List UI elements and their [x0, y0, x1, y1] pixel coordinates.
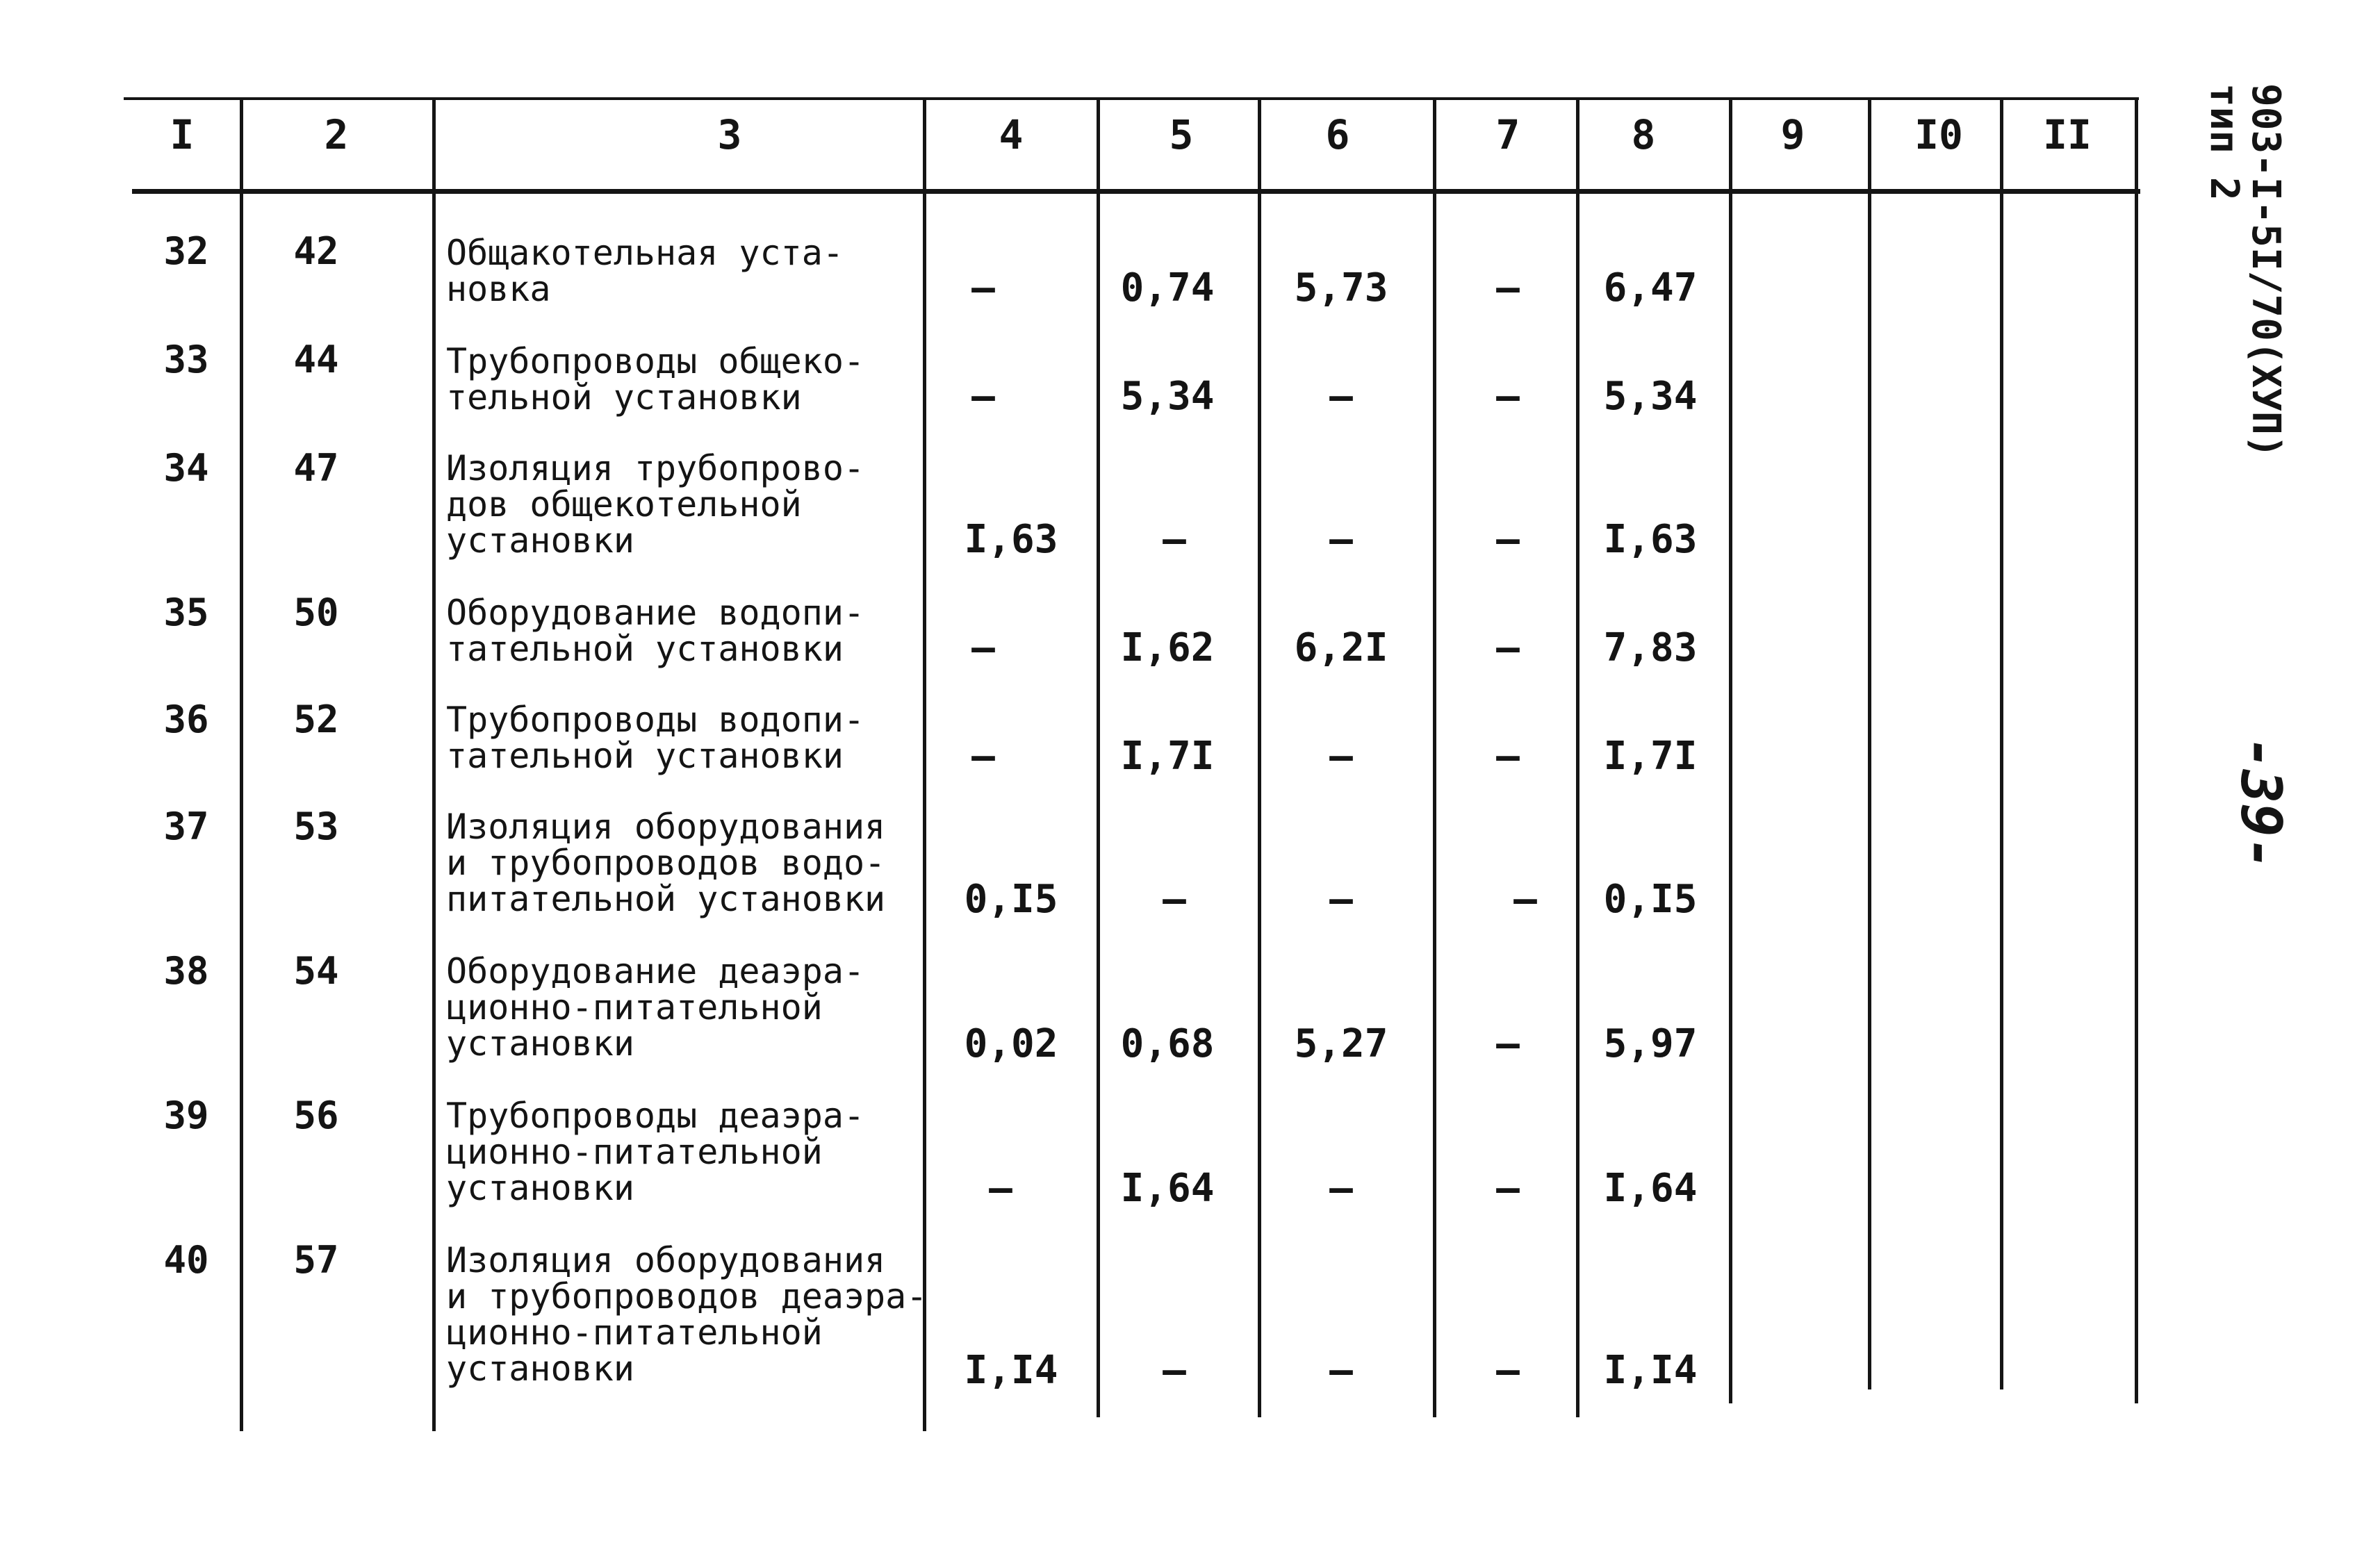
row-description: Трубопроводы водопи- тательной установки	[446, 700, 865, 776]
row-value-col6: 5,27	[1294, 1021, 1388, 1066]
row-value-col7: –	[1513, 877, 1537, 922]
row-value-col6: –	[1329, 734, 1353, 779]
row-value-col4: –	[971, 734, 995, 779]
column-divider	[240, 97, 243, 1431]
row-number: 40	[163, 1238, 209, 1282]
column-divider	[1729, 97, 1732, 1403]
row-value-col7: –	[1496, 265, 1520, 311]
row-code: 57	[293, 1238, 339, 1282]
row-number: 37	[163, 805, 209, 848]
row-value-col7: –	[1496, 1166, 1520, 1211]
row-value-col6: 6,2I	[1294, 625, 1388, 670]
row-value-col4: –	[989, 1166, 1012, 1211]
row-value-col5: –	[1163, 877, 1186, 922]
row-value-col6: –	[1329, 1348, 1353, 1393]
row-value-col7: –	[1496, 625, 1520, 670]
row-value-col4: 0,02	[964, 1021, 1058, 1066]
row-value-col6: –	[1329, 1166, 1353, 1211]
table-top-rule	[124, 97, 2139, 100]
row-value-col8: I,7I	[1603, 734, 1698, 779]
column-header-9: 9	[1780, 111, 1805, 158]
row-description: Изоляция оборудования и трубопроводов деаэра- ционно-питательной установки	[446, 1240, 928, 1389]
row-description: Общакотельная уста- новка	[446, 233, 844, 309]
column-header-5: 5	[1169, 111, 1194, 158]
column-header-11: II	[2043, 111, 2092, 158]
row-code: 44	[293, 338, 339, 381]
row-code: 47	[293, 446, 339, 490]
column-divider	[432, 97, 436, 1431]
row-code: 56	[293, 1094, 339, 1137]
row-value-col5: 0,68	[1120, 1021, 1215, 1066]
column-header-8: 8	[1631, 111, 1656, 158]
row-value-col4: 0,I5	[964, 877, 1058, 922]
row-description: Изоляция трубопрово- дов общекотельной установки	[446, 448, 865, 561]
row-code: 52	[293, 698, 339, 741]
column-divider	[1097, 97, 1100, 1417]
row-value-col7: –	[1496, 734, 1520, 779]
column-header-4: 4	[999, 111, 1024, 158]
row-code: 42	[293, 229, 339, 273]
row-value-col8: 5,34	[1603, 374, 1698, 419]
row-number: 35	[163, 591, 209, 634]
table-right-border	[2135, 97, 2138, 1403]
row-value-col7: –	[1496, 1348, 1520, 1393]
row-value-col4: I,63	[964, 517, 1058, 562]
row-value-col6: –	[1329, 374, 1353, 419]
row-number: 32	[163, 229, 209, 273]
row-description: Трубопроводы общеко- тельной установки	[446, 341, 865, 418]
row-code: 53	[293, 805, 339, 848]
row-value-col6: –	[1329, 517, 1353, 562]
row-value-col7: –	[1496, 374, 1520, 419]
row-value-col5: I,62	[1120, 625, 1215, 670]
row-value-col8: I,63	[1603, 517, 1698, 562]
row-number: 38	[163, 949, 209, 993]
column-header-7: 7	[1495, 111, 1520, 158]
row-number: 39	[163, 1094, 209, 1137]
row-description: Оборудование деаэра- ционно-питательной установки	[446, 951, 865, 1064]
row-number: 33	[163, 338, 209, 381]
column-header-10: I0	[1914, 111, 1963, 158]
row-value-col5: 0,74	[1120, 265, 1215, 311]
row-code: 54	[293, 949, 339, 993]
column-divider	[2000, 97, 2003, 1389]
row-description: Оборудование водопи- тательной установки	[446, 593, 865, 669]
row-value-col4: –	[971, 374, 995, 419]
row-value-col5: 5,34	[1120, 374, 1215, 419]
row-value-col8: I,64	[1603, 1166, 1698, 1211]
column-divider	[1868, 97, 1871, 1389]
row-value-col5: –	[1163, 517, 1186, 562]
row-number: 36	[163, 698, 209, 741]
row-number: 34	[163, 446, 209, 490]
column-header-3: 3	[717, 111, 742, 158]
column-header-6: 6	[1325, 111, 1350, 158]
row-value-col7: –	[1496, 1021, 1520, 1066]
column-divider	[1258, 97, 1261, 1417]
row-value-col8: 6,47	[1603, 265, 1698, 311]
row-value-col6: –	[1329, 877, 1353, 922]
column-divider	[1433, 97, 1436, 1417]
page-number: -39-	[2229, 736, 2293, 871]
row-value-col5: –	[1163, 1348, 1186, 1393]
document-code	[2203, 83, 2286, 458]
row-value-col4: I,I4	[964, 1348, 1058, 1393]
row-value-col5: I,64	[1120, 1166, 1215, 1211]
row-value-col7: –	[1496, 517, 1520, 562]
row-value-col8: I,I4	[1603, 1348, 1698, 1393]
row-value-col5: I,7I	[1120, 734, 1215, 779]
row-value-col8: 5,97	[1603, 1021, 1698, 1066]
column-header-2: 2	[324, 111, 349, 158]
row-value-col8: 0,I5	[1603, 877, 1698, 922]
column-divider	[1576, 97, 1579, 1417]
row-value-col4: –	[971, 625, 995, 670]
row-value-col4: –	[971, 265, 995, 311]
document-type-text: тип 2	[2201, 83, 2247, 201]
row-value-col8: 7,83	[1603, 625, 1698, 670]
row-description: Трубопроводы деаэра- ционно-питательной установки	[446, 1096, 865, 1208]
column-header-1: I	[170, 111, 195, 158]
row-code: 50	[293, 591, 339, 634]
document-code-text: 903-I-5I/70(XУП)	[2243, 83, 2288, 459]
row-description: Изоляция оборудования и трубопроводов водо- питательной установки	[446, 807, 886, 919]
row-value-col6: 5,73	[1294, 265, 1388, 311]
